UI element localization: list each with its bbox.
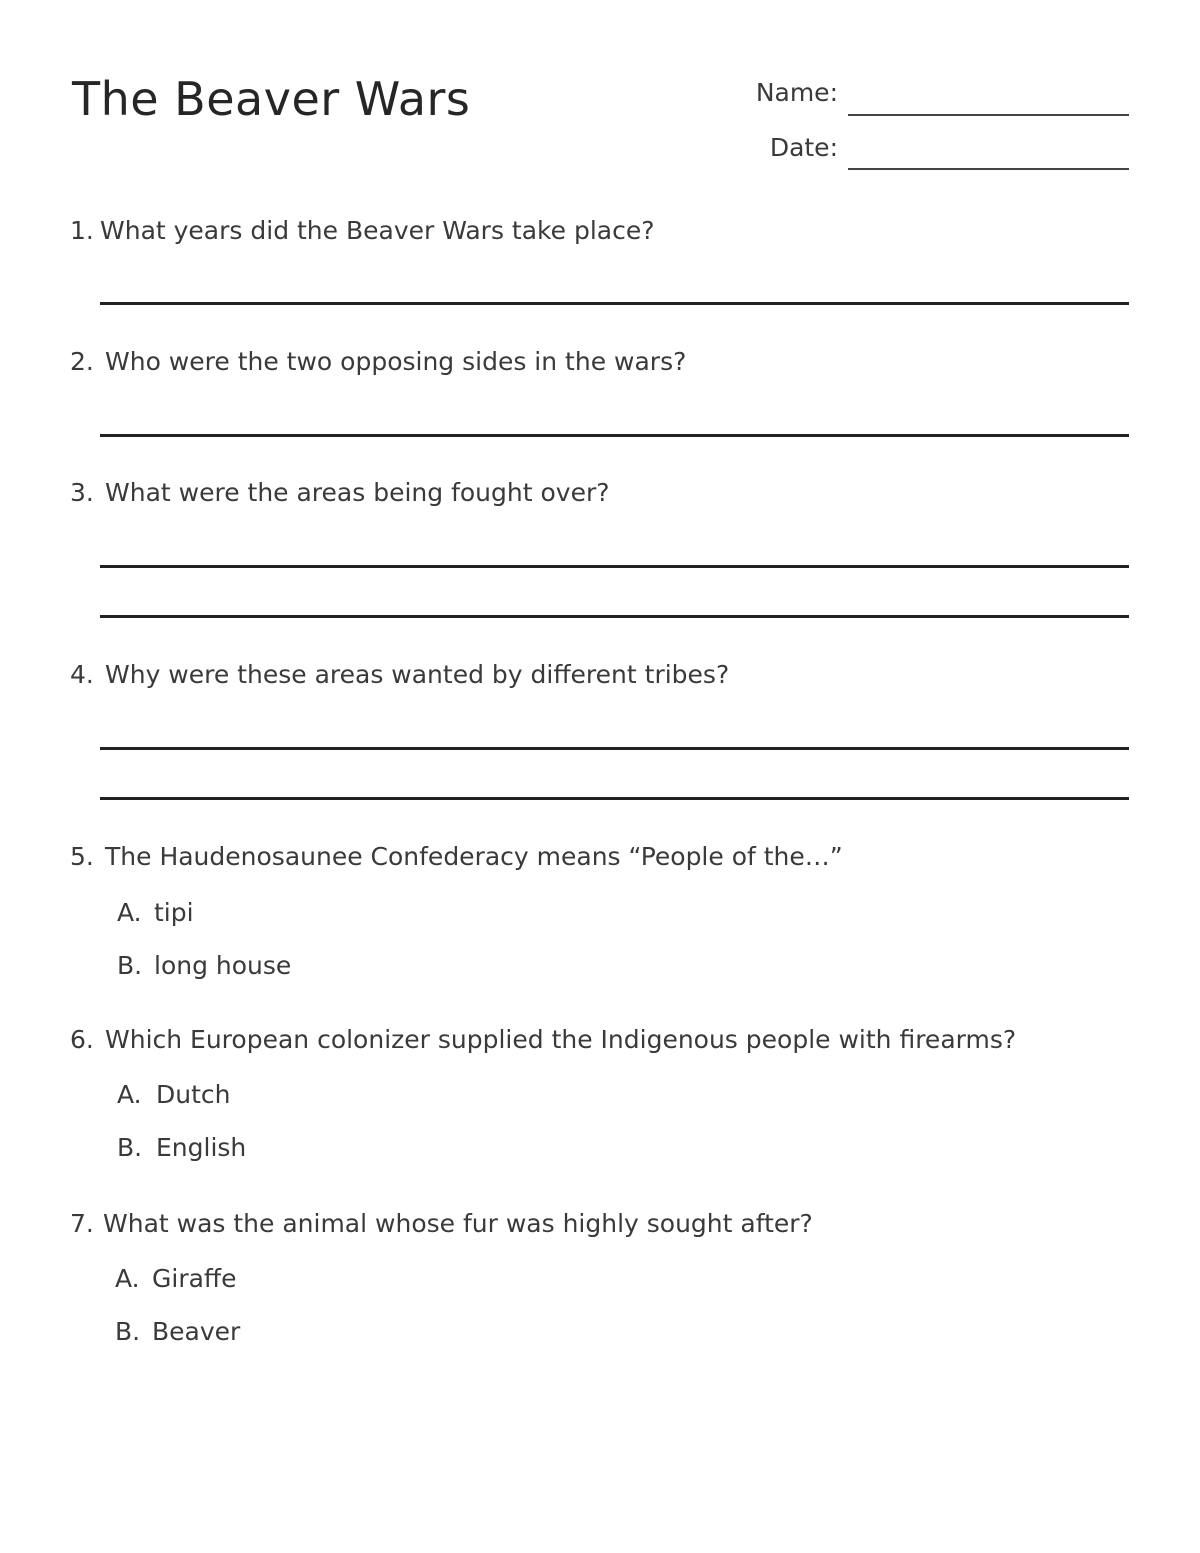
question-text: Who were the two opposing sides in the wars? xyxy=(105,347,687,376)
question-number: 3. xyxy=(70,478,94,507)
question-2 xyxy=(70,347,686,376)
question-7-option-a[interactable] xyxy=(115,1264,237,1293)
option-text: English xyxy=(156,1133,247,1162)
option-text: Beaver xyxy=(152,1317,241,1346)
question-number: 1. xyxy=(70,216,94,245)
option-text: tipi xyxy=(154,898,194,927)
question-number: 4. xyxy=(70,660,94,689)
option-text: Giraffe xyxy=(152,1264,237,1293)
question-text: Which European colonizer supplied the Indigenous people with firearms? xyxy=(105,1025,1017,1054)
question-number: 2. xyxy=(70,347,94,376)
answer-line-4b[interactable] xyxy=(100,797,1129,800)
name-label: Name: xyxy=(755,78,838,107)
question-7 xyxy=(70,1209,813,1238)
answer-line-4a[interactable] xyxy=(100,747,1129,750)
answer-line-3b[interactable] xyxy=(100,615,1129,618)
answer-line-2[interactable] xyxy=(100,434,1129,437)
question-text: What years did the Beaver Wars take place? xyxy=(100,216,655,245)
question-6 xyxy=(70,1025,1016,1054)
option-text: Dutch xyxy=(156,1080,231,1109)
question-5-option-a[interactable] xyxy=(117,898,194,927)
question-1 xyxy=(70,216,655,245)
question-5-option-b[interactable] xyxy=(117,951,291,980)
name-field[interactable] xyxy=(848,114,1129,116)
option-letter: B. xyxy=(117,1133,143,1162)
option-letter: B. xyxy=(115,1317,141,1346)
worksheet-title: The Beaver Wars xyxy=(72,72,471,126)
date-label: Date: xyxy=(769,133,838,162)
question-text: What was the animal whose fur was highly sought after? xyxy=(103,1209,813,1238)
question-text: Why were these areas wanted by different tribes? xyxy=(105,660,730,689)
question-7-option-b[interactable] xyxy=(115,1317,240,1346)
question-6-option-b[interactable] xyxy=(117,1133,246,1162)
option-letter: B. xyxy=(117,951,143,980)
answer-line-1[interactable] xyxy=(100,302,1129,305)
question-number: 7. xyxy=(70,1209,94,1238)
option-letter: A. xyxy=(117,1080,142,1109)
question-text: What were the areas being fought over? xyxy=(105,478,610,507)
question-6-option-a[interactable] xyxy=(117,1080,231,1109)
question-4 xyxy=(70,660,729,689)
date-field[interactable] xyxy=(848,168,1129,170)
answer-line-3a[interactable] xyxy=(100,565,1129,568)
option-letter: A. xyxy=(117,898,142,927)
question-number: 6. xyxy=(70,1025,94,1054)
option-text: long house xyxy=(154,951,292,980)
option-letter: A. xyxy=(115,1264,140,1293)
question-5 xyxy=(70,842,843,871)
question-3 xyxy=(70,478,610,507)
question-number: 5. xyxy=(70,842,94,871)
question-text: The Haudenosaunee Confederacy means “People of the…” xyxy=(105,842,843,871)
